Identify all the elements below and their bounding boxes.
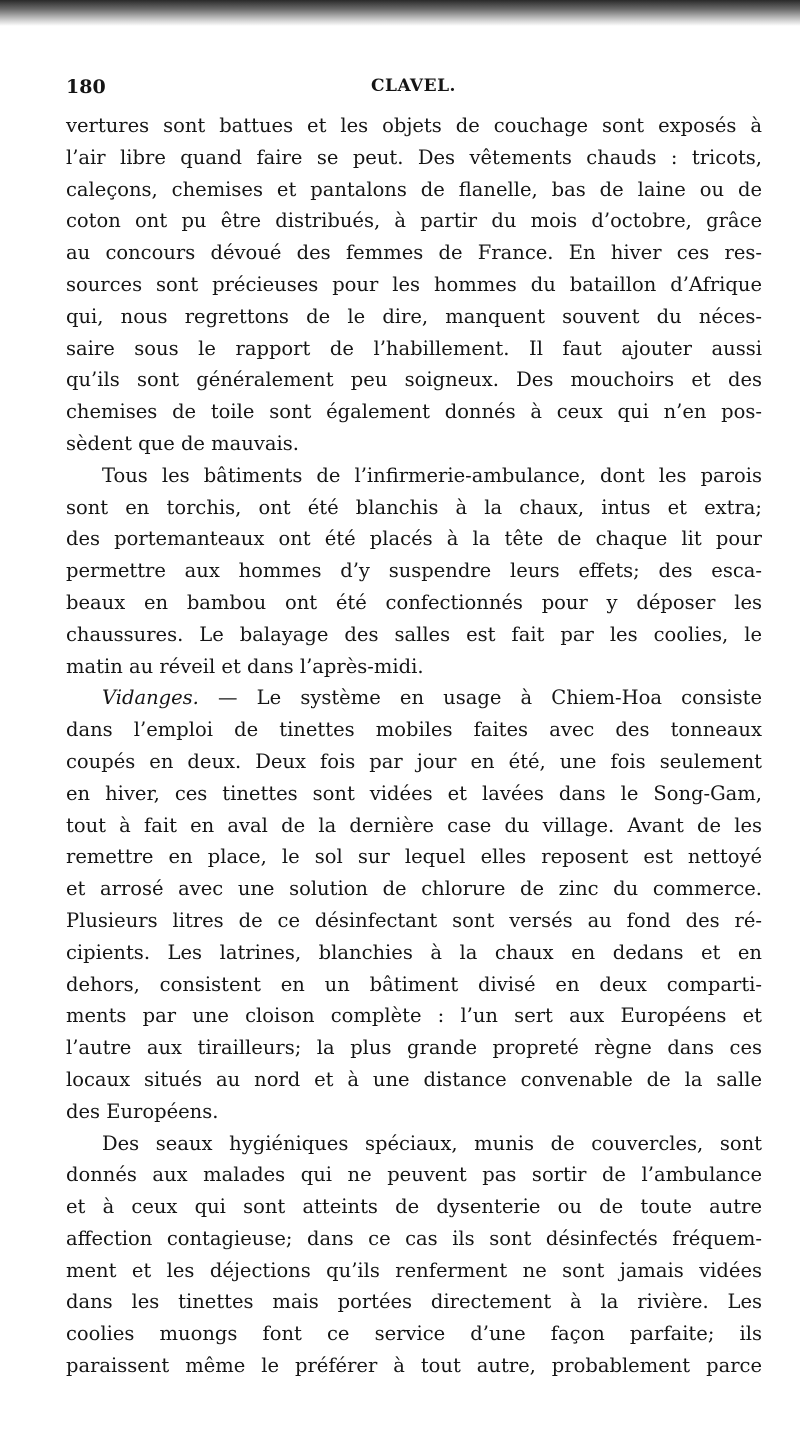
text-line: coolies muongs font ce service d’une façon parfaite; ils	[66, 1322, 762, 1346]
paragraph-clothing	[66, 110, 762, 460]
text-line: chemises de toile sont également donnés à ceux qui n’en pos-	[66, 400, 762, 424]
text-line: tout à fait en aval de la dernière case du village. Avant de les	[66, 813, 762, 837]
text-line: coupés en deux. Deux fois par jour en été, une fois seulement	[66, 749, 762, 773]
text-line: caleçons, chemises et pantalons de flanelle, bas de laine ou de	[66, 177, 762, 201]
text-line: dehors, consistent en un bâtiment divisé en deux comparti-	[66, 972, 762, 996]
text-line: vertures sont battues et les objets de couchage sont exposés à	[66, 114, 762, 137]
text-line: sont en torchis, ont été blanchis à la chaux, intus et extra;	[66, 495, 762, 519]
text-line: ment et les déjections qu’ils renferment ne sont jamais vidées	[66, 1258, 762, 1282]
text-line: en hiver, ces tinettes sont vidées et lavées dans le Song-Gam,	[66, 781, 762, 805]
text-line: cipients. Les latrines, blanchies à la chaux en dedans et en	[66, 940, 762, 964]
text-line: dans l’emploi de tinettes mobiles faites avec des tonneaux	[66, 718, 762, 742]
text-line: ments par une cloison complète : l’un sert aux Européens et	[66, 1004, 762, 1028]
running-head	[66, 76, 762, 106]
text-line: des Européens.	[66, 1099, 219, 1123]
scan-top-edge	[0, 0, 800, 26]
paragraph-vidanges	[66, 682, 762, 1127]
text-line-rest: — Le système en usage à Chiem-Hoa consiste	[218, 686, 762, 710]
text-line: Des seaux hygiéniques spéciaux, munis de couvercles, sont	[102, 1131, 762, 1155]
book-page	[66, 76, 762, 1382]
text-line: et arrosé avec une solution de chlorure de zinc du commerce.	[66, 877, 762, 901]
text-line: beaux en bambou ont été confectionnés pour y déposer les	[66, 590, 762, 614]
text-line: remettre en place, le sol sur lequel elles reposent est nettoyé	[66, 845, 762, 869]
text-line: des portemanteaux ont été placés à la tête de chaque lit pour	[66, 527, 762, 551]
paragraph-seaux	[66, 1128, 762, 1382]
text-line: sèdent que de mauvais.	[66, 431, 299, 455]
running-title: CLAVEL.	[371, 76, 456, 96]
text-line: sources sont précieuses pour les hommes du bataillon d’Afrique	[66, 272, 762, 296]
text-line: l’air libre quand faire se peut. Des vêtements chauds : tricots,	[66, 145, 762, 169]
text-line: dans les tinettes mais portées directement à la rivière. Les	[66, 1290, 762, 1314]
text-line: Plusieurs litres de ce désinfectant sont versés au fond des ré-	[66, 908, 762, 932]
text-line: l’autre aux tirailleurs; la plus grande propreté règne dans ces	[66, 1036, 762, 1060]
text-line: paraissent même le préférer à tout autre, probablement parce	[66, 1354, 762, 1378]
text-line: Tous les bâtiments de l’infirmerie-ambulance, dont les parois	[102, 463, 762, 487]
section-heading: Vidanges.	[102, 686, 199, 710]
text-line: locaux situés au nord et à une distance convenable de la salle	[66, 1067, 762, 1091]
page-number: 180	[66, 76, 106, 98]
body-text	[66, 110, 762, 1382]
text-line: au concours dévoué des femmes de France. En hiver ces res-	[66, 241, 762, 265]
text-line: qu’ils sont généralement peu soigneux. Des mouchoirs et des	[66, 368, 762, 392]
text-line: coton ont pu être distribués, à partir du mois d’octobre, grâce	[66, 209, 762, 233]
text-line: qui, nous regrettons de le dire, manquent souvent du néces-	[66, 304, 762, 328]
text-line: et à ceux qui sont atteints de dysenterie ou de toute autre	[66, 1195, 762, 1219]
text-line: matin au réveil et dans l’après-midi.	[66, 654, 424, 678]
text-line: saire sous le rapport de l’habillement. Il faut ajouter aussi	[66, 336, 762, 360]
text-line: donnés aux malades qui ne peuvent pas sortir de l’ambulance	[66, 1163, 762, 1187]
text-line: permettre aux hommes d’y suspendre leurs effets; des esca-	[66, 559, 762, 583]
text-line: chaussures. Le balayage des salles est fait par les coolies, le	[66, 622, 762, 646]
paragraph-buildings	[66, 460, 762, 683]
text-line	[66, 682, 762, 714]
text-line: affection contagieuse; dans ce cas ils sont désinfectés fréquem-	[66, 1226, 762, 1250]
